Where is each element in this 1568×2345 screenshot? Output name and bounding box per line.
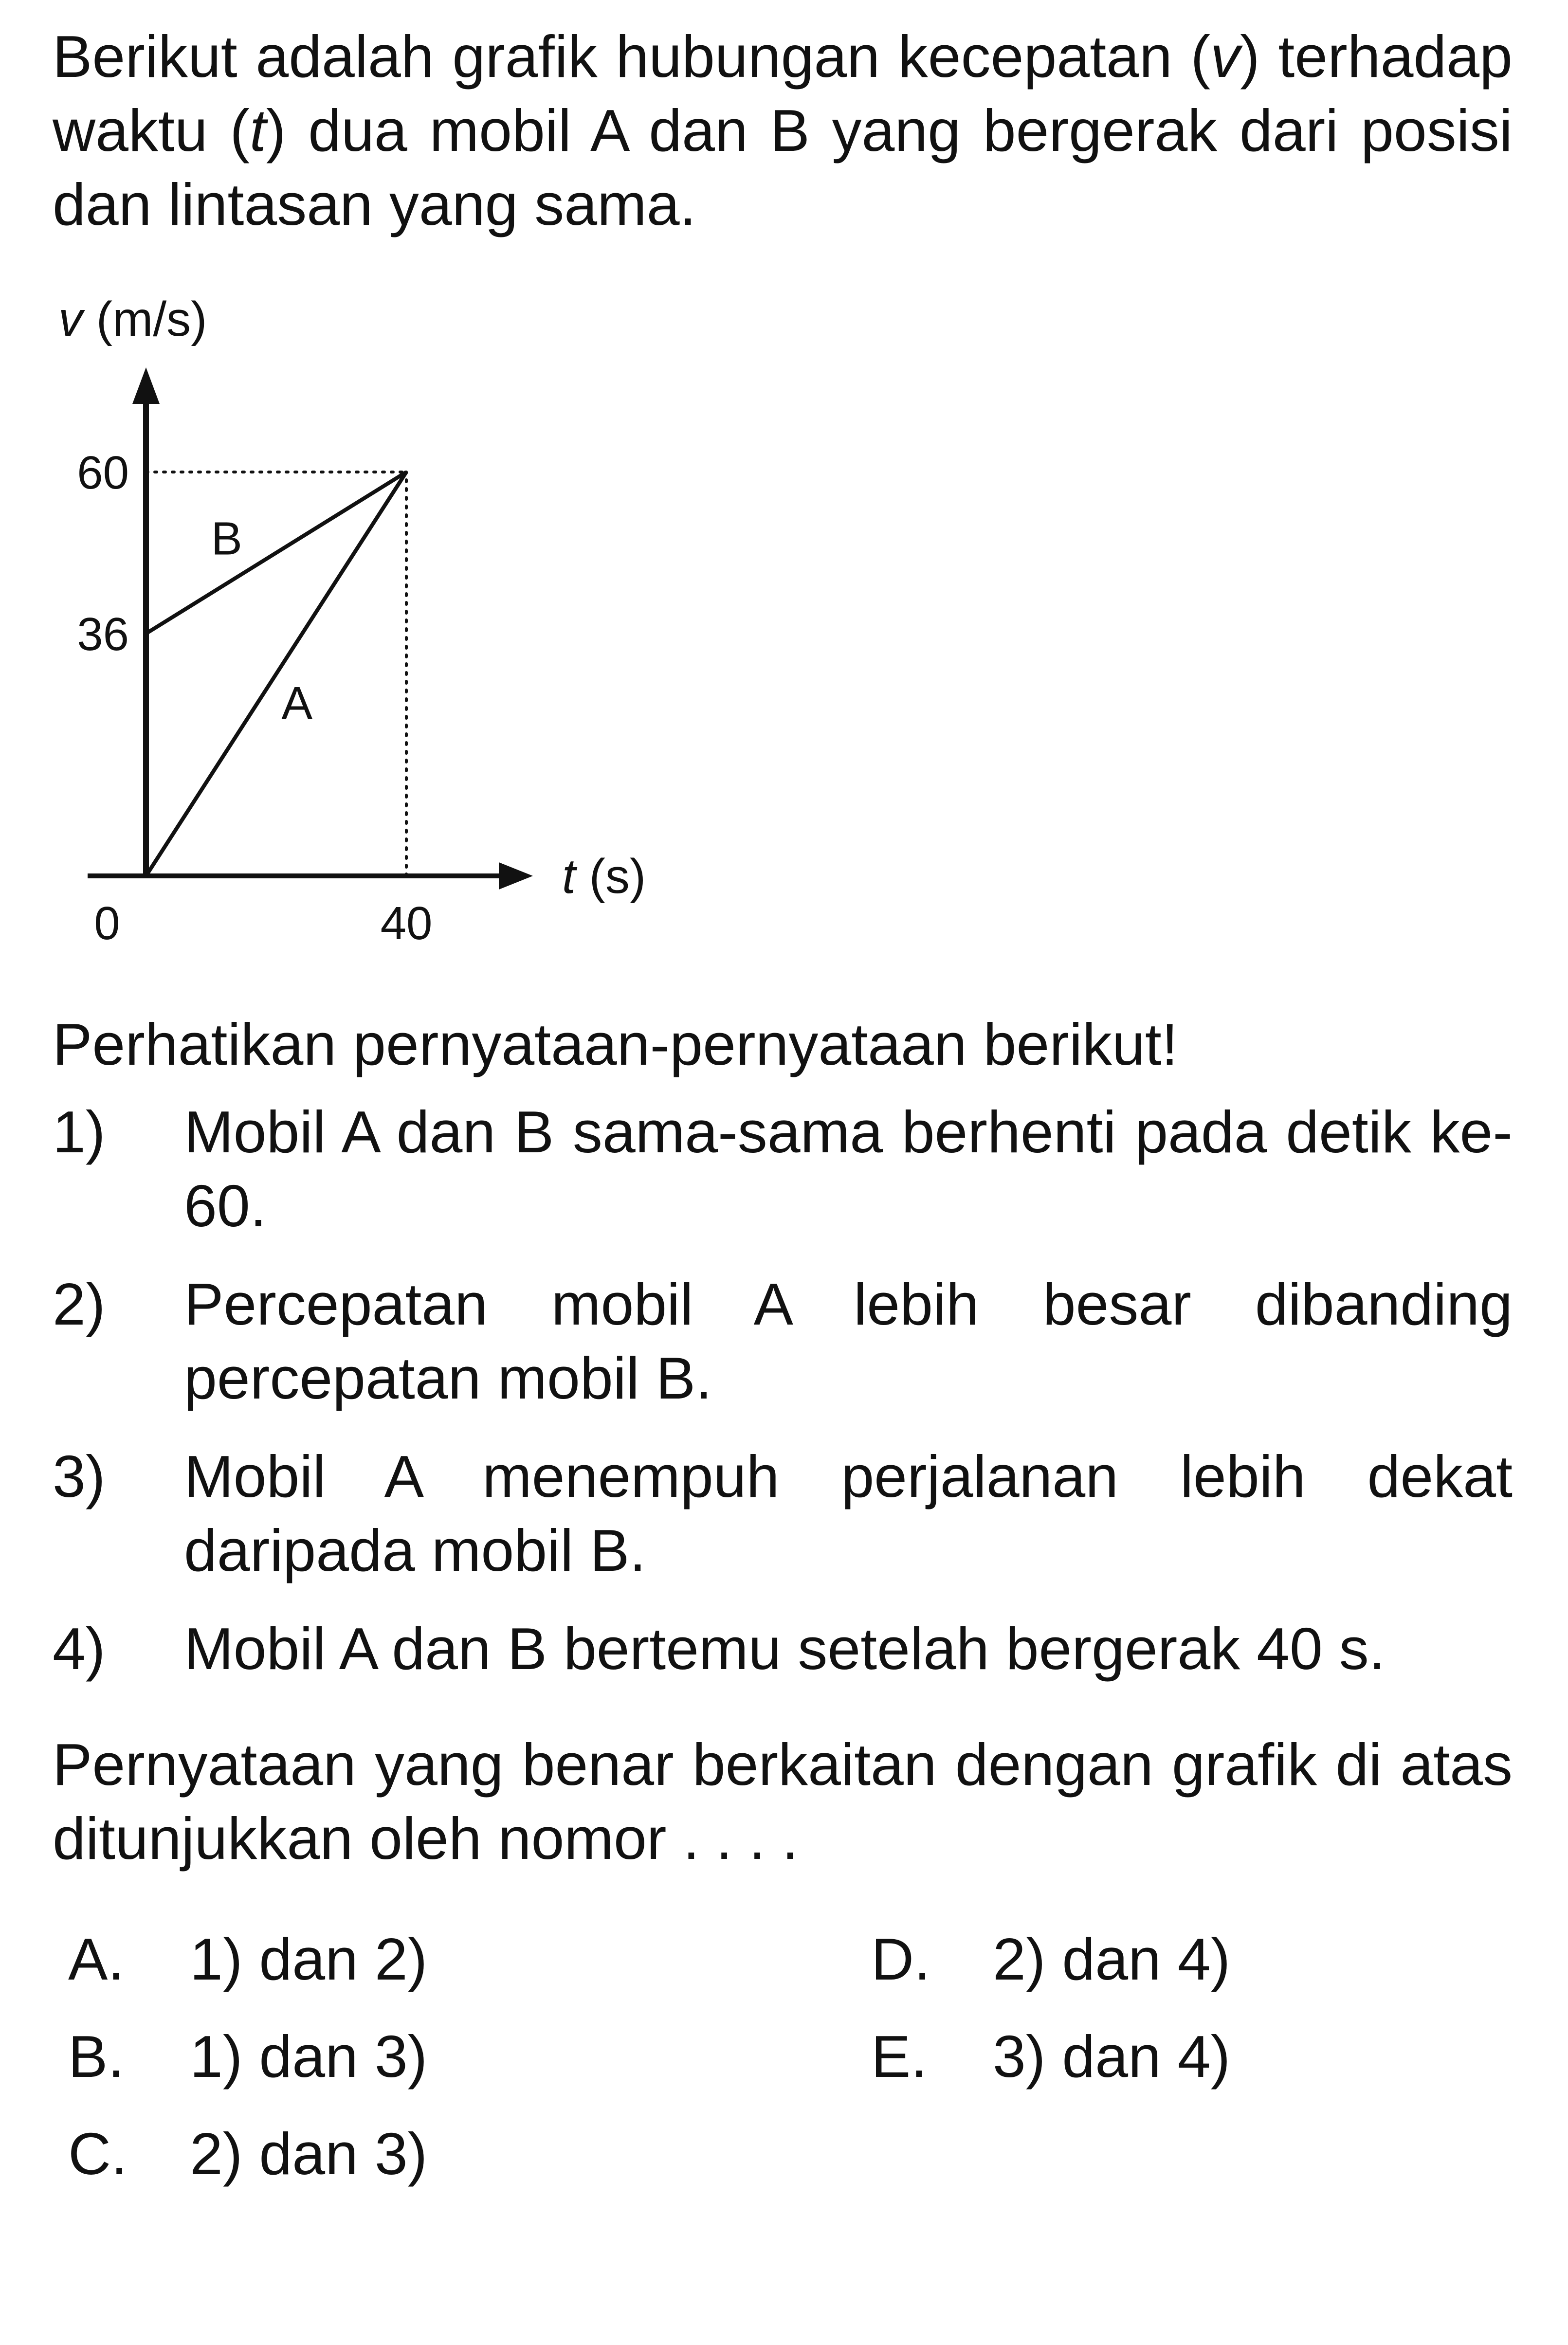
option-a[interactable]: [68, 1922, 427, 1996]
y-axis-arrow-icon: [132, 367, 160, 404]
statement-4-text: Mobil A dan B bertemu setelah bergerak 40 s.: [184, 1616, 1386, 1682]
statement-3-number: 3): [53, 1443, 106, 1509]
option-d[interactable]: [871, 1922, 1230, 1996]
statement-1: [53, 1095, 1513, 1243]
statement-3: [53, 1439, 1513, 1587]
option-b-letter: B.: [68, 2023, 125, 2090]
statement-2-text: Percepatan mobil A lebih besar dibanding percepatan mobil B.: [184, 1271, 1513, 1411]
option-b-text: 1) dan 3): [190, 2023, 428, 2090]
option-c-letter: C.: [68, 2121, 128, 2187]
statement-3-text: Mobil A menempuh perjalanan lebih dekat daripada mobil B.: [184, 1443, 1513, 1583]
statement-2: [53, 1267, 1513, 1415]
series-label-b: B: [211, 512, 242, 565]
option-e-letter: E.: [871, 2023, 928, 2090]
statement-list: [53, 1095, 1513, 1710]
option-e[interactable]: [871, 2019, 1230, 2093]
x-tick-label-origin: 0: [94, 897, 120, 949]
option-a-text: 1) dan 2): [190, 1926, 428, 1992]
question-text: Pernyataan yang benar berkaitan dengan grafik di atas ditunjukkan oleh nomor . . . .: [53, 1731, 1513, 1872]
x-tick-label-40: 40: [380, 897, 433, 949]
intro-text-1: Berikut adalah grafik hubungan kecepatan (: [53, 23, 1211, 90]
intro-text-3: ) dua mobil A dan B yang bergerak dari posisi dan lintasan yang sama.: [53, 97, 1513, 237]
option-c-text: 2) dan 3): [190, 2121, 428, 2187]
statement-1-number: 1): [53, 1099, 106, 1165]
option-a-letter: A.: [68, 1926, 125, 1992]
option-b[interactable]: [68, 2019, 427, 2093]
statement-4: [53, 1612, 1513, 1686]
y-tick-label-60: 60: [77, 447, 129, 499]
statement-prompt: Perhatikan pernyataan-pernyataan berikut!: [53, 1011, 1178, 1077]
x-axis-arrow-icon: [499, 862, 533, 890]
option-e-text: 3) dan 4): [993, 2023, 1231, 2090]
series-line-b: [146, 472, 406, 634]
y-axis-title: v (m/s): [58, 292, 207, 346]
option-c[interactable]: [68, 2117, 427, 2191]
intro-text-2: ) terhadap waktu (: [53, 23, 1513, 164]
statement-1-text: Mobil A dan B sama-sama berhenti pada detik ke-60.: [184, 1099, 1513, 1239]
statement-2-number: 2): [53, 1271, 106, 1337]
series-label-a: A: [281, 677, 313, 729]
y-tick-label-36: 36: [77, 608, 129, 660]
option-d-letter: D.: [871, 1926, 930, 1992]
velocity-time-chart: [0, 273, 730, 993]
series-line-a: [146, 472, 406, 876]
statement-4-number: 4): [53, 1616, 106, 1682]
option-d-text: 2) dan 4): [993, 1926, 1231, 1992]
intro-var-v: v: [1210, 23, 1240, 90]
intro-var-t: t: [250, 97, 266, 164]
intro-paragraph: [53, 19, 1513, 241]
x-axis-title: t (s): [562, 849, 646, 904]
